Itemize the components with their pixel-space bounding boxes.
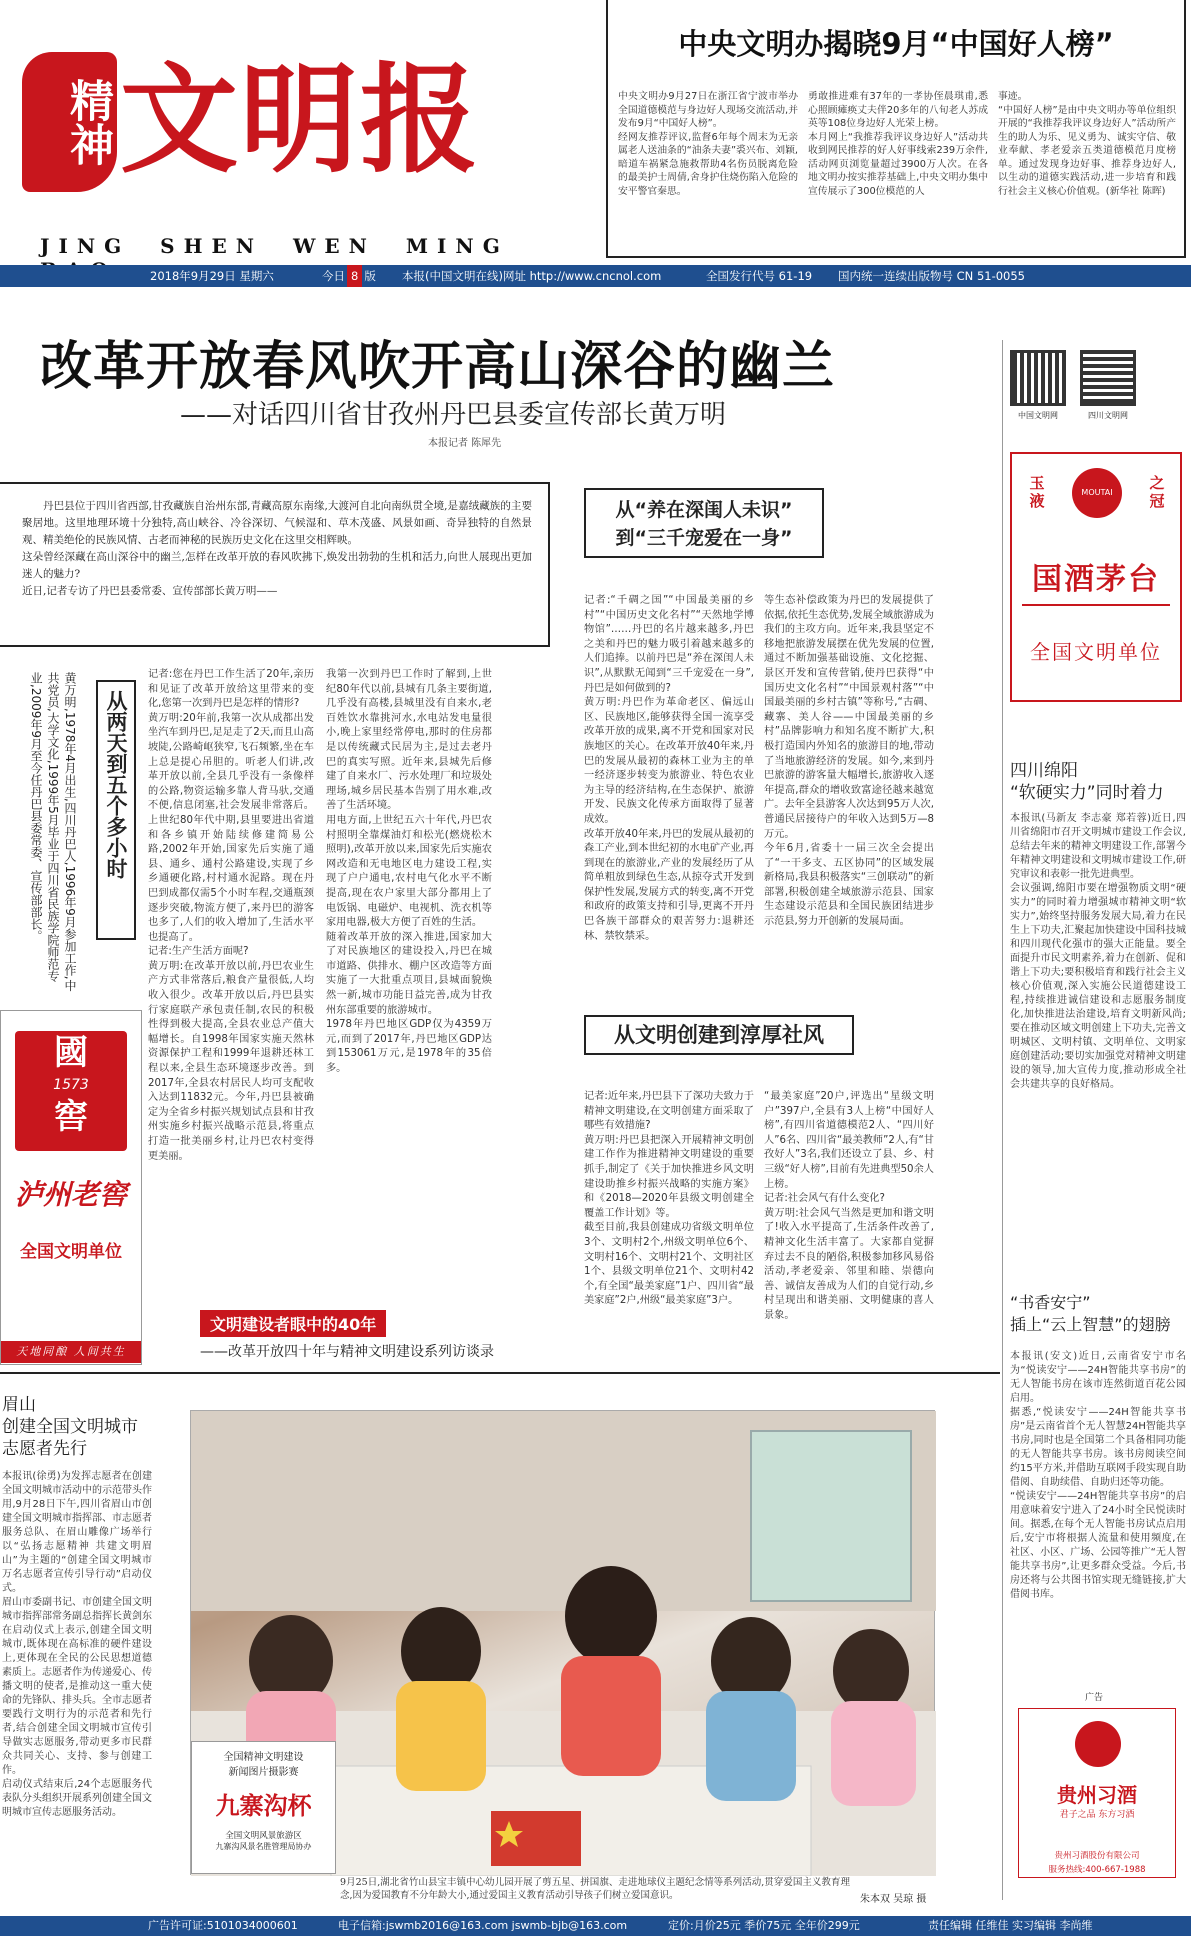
meishan-headline-2: 创建全国文明城市 xyxy=(2,1417,138,1437)
footer-bar xyxy=(0,1916,1191,1936)
left-ad-emblem xyxy=(15,1031,127,1151)
moutai-badge: MOUTAI xyxy=(1072,468,1122,518)
left-ad xyxy=(0,1010,142,1365)
top-story-col-1: 中央文明办9月27日在浙江省宁波市举办全国道德模范与身边好人现场交流活动,并发布9月“中国好人榜”。 经网友推荐评议,监督6年每个周末为无亲属老人送油条的“油条夫妻”裘兴布、刘颖,暗道车祸紧急施救帮助4名伤员脱离危险的最美护士周倩,舍身护住烧伤陷入危险的安平警官秦思。 xyxy=(618,91,798,197)
section-tag-3: 从文明创建到淳厚社风 xyxy=(584,1015,854,1055)
logo-title: 文明报 xyxy=(120,50,481,189)
meishan-headline-1: 眉山 xyxy=(2,1395,36,1415)
cn-code: 国内统一连续出版物号 CN 51-0055 xyxy=(838,269,1025,283)
series-label-title: 文明建设者眼中的40年 xyxy=(200,1310,386,1337)
left-ad-emblem-num: 1573 xyxy=(53,1077,89,1093)
mianyang-body: 本报讯(马新友 李志豪 郑若蓉)近日,四川省绵阳市召开文明城市建设工作会议,总结去年来的精神文明建设工作,部署今年精神文明建设和文明城市建设工作,研究审议和表彰一批先进典型。 会议强调,绵阳市要在增强物质文明“硬实力”的同时着力增强城市精神文明“软实力”,始终坚持服务发展大局,着力在民生上下功夫,汇聚起加快建设中国科技城和四川现代化强市的强大正能量。要全面提升市民文明素养,着力在创新、促和谐上下功夫;要积极培育和践行社会主义核心价值观,深入实施公民道德建设工程,持续推进诚信建设和志愿服务制度化,加快推进法治建设,培育文明新风尚;要在推动区域文明创建上下功夫,完善文明城区、文明村镇、文明单位、文明家庭创建活动;要切实加强党对精神文明建设的领导,加大宣传力度,推动形成全社会共建共享的良好格局。 xyxy=(1010,813,1186,1090)
photo-credit: 朱本双 吴琼 摄 xyxy=(860,1894,927,1905)
section-tag-2 xyxy=(584,488,824,558)
contest-brand: 九寨沟杯 xyxy=(215,1791,312,1820)
pinyin: JING SHEN WEN MING xyxy=(40,234,509,258)
qa-col-5: 记者:近年来,丹巴县下了深功夫致力于精神文明建设,在文明创建方面采取了哪些有效措施? 黄万明:丹巴县把深入开展精神文明创建工作作为推进精神文明建设的重要抓手,制定了《关于加快推进乡风文明建设助推乡村振兴战略的实施方案》和《2018—2020年县级文明创建全覆盖工作计划》等。 截至目前,我县创建成功省级文明单位3个、文明村2个,州级文明单位6个、文明村16个、文明村21个、文明社区1个、县级文明单位21个、文明村42个,有全国“最美家庭”1户、四川省“最美家庭”2户,州级“最美家庭”3户。 xyxy=(584,1091,754,1307)
footer-editors: 责任编辑 任维佳 实习编辑 李尚维 xyxy=(928,1919,1093,1932)
left-ad-emblem-top: 國 xyxy=(54,1033,88,1073)
issue-code: 全国发行代号 61-19 xyxy=(706,269,813,283)
photo-caption: 9月25日,湖北省竹山县宝丰镇中心幼儿园开展了剪五星、拼国旗、走进地球仪主题纪念情等系列活动,贯穿爱国主义教育理念,因为爱国教育不分年龄大小,通过爱国主义教育活动引导孩子们树立爱国意识。 xyxy=(340,1877,850,1901)
section-tag-1-label: 从两天到五个多小时 xyxy=(104,690,128,879)
kindergarten-photo xyxy=(190,1410,935,1875)
qa-col-6: “最美家庭”20户,评选出“星级文明户”397户,全县有3人上榜“中国好人榜”,有四川省道德模范2人、“四川好人”6名、四川省“最美教师”2人,有“甘孜好人”3名,我们还设立了县、乡、村三级“好人榜”,目前有先进典型50余人上榜。 记者:社会风气有什么变化? 黄万明:社会风气当然是更加和谐文明了!收入水平提高了,生活条件改善了,精神文化生活丰富了。大家都自觉摒弃过去不良的陋俗,积极参加移风易俗活动,孝老爱亲、邻里和睦、崇德向善、诚信友善成为人们的自觉行动,乡村呈现出和谐美丽、文明健康的喜人景象。 xyxy=(764,1091,934,1321)
xijiu-slogan: 君子之品 东方习酒 xyxy=(1059,1810,1135,1820)
bio-text: 黄万明,1978年4月出生,四川丹巴人,1996年9月参加工作,中共党员,大学文化,1999年5月毕业于四川省民族学院师范专业,2009年9月至今任丹巴县委常委、宣传部部长。 xyxy=(29,672,77,992)
anning-headline-1: “书香安宁” xyxy=(1010,1293,1091,1312)
moutai-brand: 国酒茅台 xyxy=(1032,562,1160,597)
website: 本报(中国文明在线)网址 http://www.cncnol.com xyxy=(402,269,662,283)
qa-col-4: 等生态补偿政策为丹巴的发展提供了依据,依托生态优势,发展全域旅游成为我们的主攻方向。近年来,我县坚定不移地把旅游发展摆在优先发展的位置,通过不断加强基础设施、文化挖掘、景区开发和宣传营销,使丹巴获得“中国历史文化名村”“中国景观村落”“中国最美丽的乡村古镇”等称号,“古碉、藏寨、美人谷——中国最美丽的乡村”品牌影响力和知名度不断扩大,积极打造国内外知名的旅游目的地,带动了当地旅游经济的发展。如今,来到丹巴旅游的游客量大幅增长,旅游收入逐年提高,群众的增收致富途径越来越宽广。去年全县游客人次达到95万人次,普通民居接待户的年收入达到5万—8万元。 今年6月,省委十一届三次全会提出了“一干多支、五区协同”的区域发展新格局,我县积极落实“三创联动”的新部署,积极创建全域旅游示范县、国家生态建设示范县和全国民族团结进步示范县,努力开创新的发展局面。 xyxy=(764,595,934,928)
footer-email: 电子信箱:jswmb2016@163.com jswmb-bjb@163.com xyxy=(338,1919,628,1932)
qr-code-2 xyxy=(1080,350,1136,406)
xijiu-ad-label: 广告 xyxy=(1084,1693,1103,1703)
qa-col-1: 记者:您在丹巴工作生活了20年,亲历和见证了改革开放给这里带来的变化,您第一次到丹巴是怎样的情形? 黄万明:20年前,我第一次从成都出发坐汽车到丹巴,足足走了2天,而且山高坡陡,公路崎岖狭窄,飞石频繁,坐在车上总是提心吊胆的。听老人们讲,改革开放以前,全县几乎没有一条像样的公路,物资运输多靠人背马驮,交通不便,信息闭塞,社会发展非常落后。上世纪80年代中期,县里要进出省道和各乡镇开始陆续修建简易公路,2002年开始,国家先后实施了通县、通乡、通村公路建设,实现了乡乡通硬化路,村村通水泥路。现在丹巴到成都仅需5个小时车程,交通瓶颈逐步突破,物流方便了,来丹巴的游客也多了,人们的收入增加了,生活水平也提高了。 记者:生产生活方面呢? 黄万明:在改革开放以前,丹巴农业生产方式非常落后,粮食产量很低,人均收入很少。改革开放以后,丹巴县实行家庭联产承包责任制,农民的积极性得到极大提高,全县农业总产值大幅增长。自1998年国家实施天然林资源保护工程和1999年退耕还林工程以来,全县生态环境逐步改善。到2017年,全县农村居民人均可支配收入达到11832元。今年,丹巴县被确定为全省乡村振兴规划试点县和甘孜州实施乡村振兴战略示范县,将重点打造一批美丽乡村,让丹巴农村变得更美丽。 xyxy=(148,669,314,1162)
xijiu-logo xyxy=(1075,1721,1121,1767)
contest-line-1: 全国精神文明建设 xyxy=(223,1752,304,1763)
right-column-rule xyxy=(1002,340,1003,1900)
contest-label xyxy=(191,1741,336,1874)
series-label-sub: ——改革开放四十年与精神文明建设系列访谈录 xyxy=(200,1344,494,1360)
left-ad-tagline: 全国文明单位 xyxy=(20,1242,122,1262)
top-story-headline: 中央文明办揭晓9月“中国好人榜” xyxy=(678,27,1114,61)
moutai-chip-right: 之 冠 xyxy=(1149,474,1165,510)
moutai-divider xyxy=(1022,604,1170,606)
qa-col-3: 记者:“千碉之国”“中国最美丽的乡村”“中国历史文化名村”“天然地学博物馆”……丹巴的名片越来越多,丹巴之美和丹巴的魅力吸引着越来越多的人们追捧。以前丹巴是“养在深闺人未识”,从默默无闻到“三千宠爱在一身”,丹巴是如何做到的? 黄万明:丹巴作为革命老区、偏远山区、民族地区,能够获得全国一流享受改革开放的成果,离不开党和国家对民族地区的关心。在改革开放40年来,丹巴的发展从最初的森林工业为主的单一经济逐步转变为旅游业、特色农业为主导的经济结构,在生态保护、旅游开发、民族文化传承方面取得了显著成效。 改革开放40年来,丹巴的发展从最初的森工产业,到本世纪初的水电矿产业,再到现在的旅游业,产业的发展经历了从简单粗放到绿色生态,从掠夺式开发到保护性发展,发展方式的转变,离不开党和政府的政策支持和引导,更离不开丹巴各族干部群众的艰苦努力:退耕还林、禁牧禁采。 xyxy=(584,595,754,942)
mianyang-headline-2: “软硬实力”同时着力 xyxy=(1010,783,1164,803)
top-story-col-3: 事迹。 “中国好人榜”是由中央文明办等单位组织开展的“我推荐我评议身边好人”活动所产生的助人为乐、见义勇为、诚实守信、敬业奉献、孝老爱亲五类道德模范月度榜单。通过发现身边好事、推荐身边好人,以生动的道德实践活动,进一步培育和践行社会主义核心价值观。(新华社 陈晖) xyxy=(998,91,1176,197)
left-ad-bar: 天地同酿 人间共生 xyxy=(1,1341,141,1363)
xijiu-ad xyxy=(1018,1708,1176,1878)
intro-box xyxy=(0,482,550,647)
xijiu-company: 贵州习酒股份有限公司 xyxy=(1054,1851,1140,1861)
moutai-chip-left: 玉 液 xyxy=(1029,474,1045,510)
issue-date: 2018年9月29日 星期六 xyxy=(150,269,274,283)
intro-text: 丹巴县位于四川省西部,甘孜藏族自治州东部,青藏高原东南缘,大渡河自北向南纵贯全境,是嘉绒藏族的主要聚居地。这里地理环境十分独特,高山峡谷、冷谷深切、气候湿和、草木茂盛、风景如画、奇异独特的自然景观、精美绝伦的民族风情、古老而神秘的民族历史文化在这里交相辉映。 这朵曾经深藏在高山深谷中的幽兰,怎样在改革开放的春风吹拂下,焕发出勃勃的生机和活力,向世人展现出更加迷人的魅力? 近日,记者专访了丹巴县委常委、宣传部部长黄万明—— xyxy=(22,500,532,597)
xijiu-brand: 贵州习酒 xyxy=(1057,1783,1137,1807)
qr-code-1 xyxy=(1010,350,1066,406)
main-headline: 改革开放春风吹开高山深谷的幽兰 xyxy=(40,337,836,397)
top-story-box xyxy=(606,0,1186,258)
anning-headline-2: 插上“云上智慧”的翅膀 xyxy=(1010,1315,1171,1334)
section-tag-2-line1: 从“养在深闺人未识” xyxy=(615,499,793,521)
section-tag-1 xyxy=(96,680,136,940)
contest-line-4: 九寨沟风景名胜管理局协办 xyxy=(215,1842,312,1851)
bottom-rule xyxy=(0,1372,1000,1374)
left-ad-emblem-bottom: 窖 xyxy=(54,1097,88,1137)
top-story-col-2: 勇敢推进难有37年的一孝协侄晨琪甫,悉心照顾瘫痪丈夫伴20多年的八旬老人苏成英等108位身边好人光荣上榜。 本月网上“我推荐我评议身边好人”活动共收到网民推荐的好人好事线索239万余件,活动网页浏览量超过3900万人次。在各地文明办按实推荐基础上,中央文明办集中宣传展示了300位模范的人 xyxy=(808,91,988,197)
byline: 本报记者 陈犀先 xyxy=(428,438,502,449)
qr-caption-1: 中国文明网 xyxy=(1018,411,1058,420)
xijiu-service: 服务热线:400-667-1988 xyxy=(1048,1865,1146,1875)
date-band xyxy=(0,265,1191,287)
footer-price: 定价:月价25元 季价75元 全年价299元 xyxy=(668,1919,860,1932)
contest-line-3: 全国文明风景旅游区 xyxy=(225,1831,302,1841)
meishan-headline-3: 志愿者先行 xyxy=(2,1439,87,1459)
moutai-tagline: 全国文明单位 xyxy=(1030,640,1162,664)
contest-line-2: 新闻图片摄影赛 xyxy=(228,1767,299,1778)
meishan-body: 本报讯(徐勇)为发挥志愿者在创建全国文明城市活动中的示范带头作用,9月28日下午,四川省眉山市创建全国文明城市指挥部、市志愿者服务总队、在眉山雕像广场举行以“弘扬志愿精神 共建文明眉山”为主题的“创建全国文明城市万名志愿者宣传引导行动”启动仪式。 眉山市委副书记、市创建全国文明城市指挥部常务副总指挥长黄剑东在启动仪式上表示,创建全国文明城市,既体现在高标准的硬件建设上,更体现在全民的公民思想道德素质上。志愿者作为传递爱心、传播文明的使者,是推动这一重大使命的先锋队、排头兵。全市志愿者要践行文明行为的示范者和先行者,结合创建全国文明城市宣传引导做实志愿服务,带动更多市民群众共同关心、支持、参与创建工作。 启动仪式结束后,24个志愿服务代表队分头组织开展系列创建全国文明城市宣传志愿服务活动。 xyxy=(2,1471,152,1818)
qa-col-2: 我第一次到丹巴工作时了解到,上世纪80年代以前,县城有几条主要街道,几乎没有高楼,县城里没有自来水,老百姓饮水靠挑河水,水电站发电量很小,晚上家里经常停电,那时的住房都是以传统藏式民居为主,是过去老丹巴的真实写照。近年来,县城先后修建了自来水厂、污水处理厂和垃圾处理场,城乡居民基本告别了用水难,改善了生活环境。 用电方面,上世纪五六十年代,丹巴农村照明全靠煤油灯和松光(燃烧松木照明),改革开放以来,国家先后实施农网改造和无电地区电力建设工程,实现了户户通电,农村电气化水平不断提高,现在农户家里大部分都用上了电饭锅、电磁炉、电视机、洗衣机等家用电器,极大方便了百姓的生活。 随着改革开放的深入推进,国家加大了对民族地区的建设投入,丹巴在城市道路、供排水、棚户区改造等方面实施了一大批重点项目,县城面貌焕然一新,城市功能日益完善,成为甘孜州东部重要的旅游城市。 1978年丹巴地区GDP仅为4359万元,而到了2017年,丹巴地区GDP达到153061万元,是1978年的35倍多。 xyxy=(326,669,492,1075)
footer-license: 广告许可证:5101034000601 xyxy=(148,1919,298,1932)
section-tag-2-line2: 到“三千宠爱在一身” xyxy=(615,527,793,549)
page-count: 今日 8 版 xyxy=(322,265,376,287)
masthead xyxy=(0,0,600,270)
anning-body: 本报讯(安文)近日,云南省安宁市名为“悦读安宁——24H智能共享书房”的无人智能书房在该市连然街道百花公园启用。 据悉,“悦读安宁——24H智能共享书房”是云南省首个无人智慧24H智能共享书房,同时也是全国第二个具备相同功能的无人智能共享书房。该书房阅读空间约15平方米,并借助互联网手段实现自助借阅、自助续借、自助归还等功能。 “悦读安宁——24H智能共享书房”的启用意味着安宁进入了24小时全民悦读时间。据悉,在每个无人智能书房试点启用后,安宁市将根据人流量和使用频度,在社区、小区、广场、公园等推广“无人智能共享书房”,让更多群众受益。今后,书房还将与公共图书馆实现无缝链接,扩大借阅书库。 xyxy=(1010,1351,1186,1600)
moutai-ad xyxy=(1010,452,1182,702)
logo-seal: 精神 xyxy=(22,52,117,192)
mianyang-headline-1: 四川绵阳 xyxy=(1010,761,1078,781)
left-ad-brand: 泸州老窖 xyxy=(14,1178,127,1211)
main-subhead: ——对话四川省甘孜州丹巴县委宣传部长黄万明 xyxy=(180,400,727,430)
qr-caption-2: 四川文明网 xyxy=(1088,411,1128,420)
series-label xyxy=(200,1310,570,1366)
